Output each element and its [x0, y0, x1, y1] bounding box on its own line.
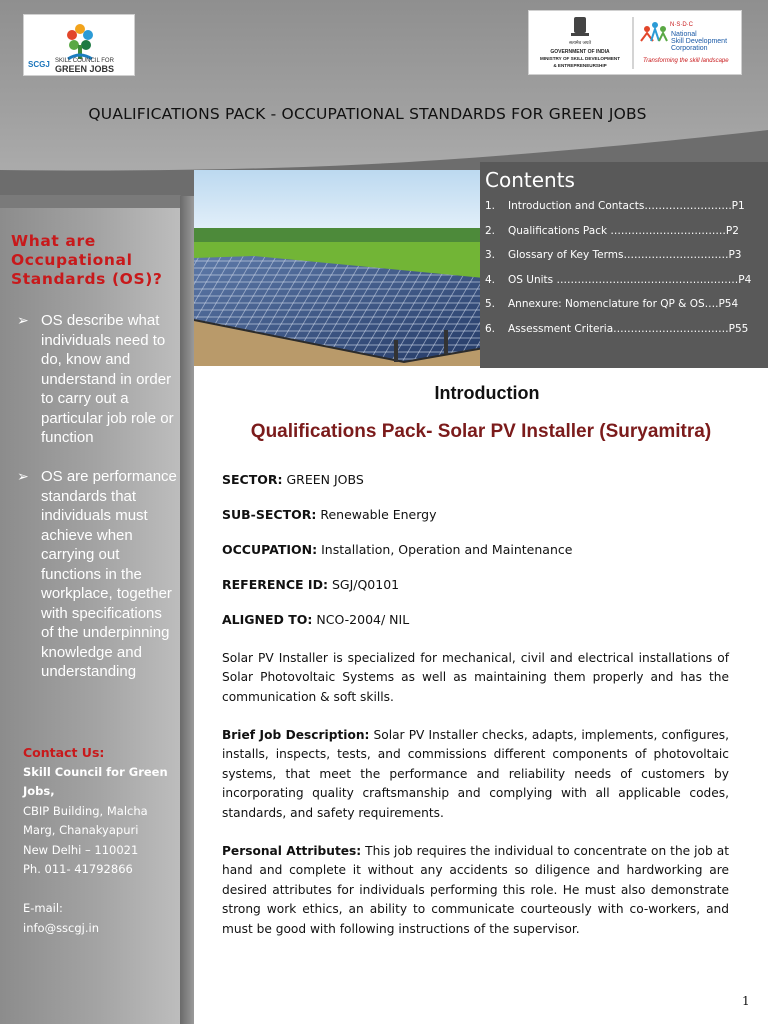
nsdc-abbr: N·S·D·C: [670, 22, 693, 28]
gov-line3: & ENTREPRENEURSHIP: [553, 63, 607, 68]
gov-line2: MINISTRY OF SKILL DEVELOPMENT: [539, 56, 621, 61]
scgj-abbr: SCGJ: [28, 60, 50, 69]
occupation-field: OCCUPATION: Installation, Operation and Maintenance: [222, 542, 573, 557]
aligned-to-field: ALIGNED TO: NCO-2004/ NIL: [222, 612, 410, 627]
sidebar-bullet: [17, 467, 177, 682]
personal-attributes: Personal Attributes: This job requires the individual to concentrate on the job at hand and complete it without any accidents so diligence and hardworking are desired attributes for individuals performing this role. He must also demonstrate strong work ethics, an ability to communicate courteously with co-workers, and must be good with following instructions of the supervisor.: [222, 844, 729, 936]
page-number: 1: [742, 994, 750, 1008]
nsdc-tagline: Transforming the skill landscape: [643, 58, 729, 64]
contact-address: CBIP Building, Malcha Marg, Chanakyapuri: [23, 803, 148, 837]
contents-title: Contents: [485, 168, 575, 192]
sub-sector-field: SUB-SECTOR: Renewable Energy: [222, 507, 437, 522]
sidebar-bullet-text: OS are performance standards that individuals must achieve when carrying out functions in the workplace, together with specifications of the underpinning knowledge and understanding: [41, 468, 177, 680]
contact-email-link[interactable]: info@sscgj.in: [23, 920, 100, 935]
arrow-bullet-icon: ➢: [17, 312, 29, 328]
scgj-tree-icon: [24, 15, 136, 77]
contents-panel: [480, 162, 768, 368]
contact-email-label: E-mail:: [23, 901, 63, 915]
toc-item[interactable]: 5. Annexure: Nomenclature for QP & OS….P54: [485, 298, 739, 310]
contact-org: Skill Council for Green Jobs,: [23, 764, 168, 798]
nsdc-people-icon: [641, 22, 667, 41]
document-title: QUALIFICATIONS PACK - OCCUPATIONAL STANDARDS FOR GREEN JOBS: [88, 105, 647, 123]
nsdc-line2: Skill Development: [671, 38, 728, 45]
arrow-bullet-icon: ➢: [17, 468, 29, 484]
scgj-line1: SKILL COUNCIL FOR: [55, 58, 114, 64]
sidebar-heading: What are Occupational Standards (OS)?: [11, 232, 163, 288]
scgj-logo: [23, 14, 135, 76]
nsdc-line3: Corporation: [671, 45, 708, 52]
sidebar-bullet-text: OS describe what individuals need to do, know and understand in order to carry out a particular job role or function: [41, 312, 174, 446]
sidebar-edge: [180, 196, 194, 1024]
reference-id-field: REFERENCE ID: SGJ/Q0101: [222, 577, 400, 592]
nsdc-line1: National: [671, 31, 697, 38]
contact-title: Contact Us:: [23, 745, 105, 760]
solar-panels-photo: [194, 170, 484, 366]
scgj-line2: GREEN JOBS: [55, 64, 115, 74]
ashoka-emblem-icon: [571, 17, 589, 36]
toc-item[interactable]: 2. Qualifications Pack ……………………………P2: [485, 224, 739, 237]
gov-line1: GOVERNMENT OF INDIA: [550, 49, 610, 55]
table-of-contents: [485, 200, 767, 347]
gov-nsdc-logo: [528, 10, 742, 75]
contact-phone: Ph. 011- 41792866: [23, 862, 133, 876]
contact-city: New Delhi – 110021: [23, 842, 139, 857]
emblem-caption: सत्यमेव जयते: [568, 41, 592, 46]
intro-heading: Introduction: [434, 383, 540, 403]
sector-field: SECTOR: GREEN JOBS: [222, 472, 364, 487]
toc-item[interactable]: 6. Assessment Criteria……………………………P55: [485, 322, 749, 335]
toc-item[interactable]: 4. OS Units …………………….………………………P4: [485, 273, 752, 286]
toc-item[interactable]: 3. Glossary of Key Terms…………………………P3: [485, 249, 742, 261]
brief-job-description: Brief Job Description: Solar PV Installer checks, adapts, implements, configures, installs, inspects, tests, and commissions different components of photovoltaic systems, that meet the performance and reliability needs of customers by incorporating quality craftsmanship and complying with all applicable codes, standards, and safety requirements.: [222, 728, 729, 820]
qualifications-pack-title: Qualifications Pack- Solar PV Installer (Suryamitra): [250, 421, 712, 442]
contact-block: [23, 743, 173, 938]
sidebar-bullet: [17, 311, 177, 448]
toc-item[interactable]: 1. Introduction and Contacts…………………….P1: [485, 200, 745, 212]
summary-paragraph: Solar PV Installer is specialized for mechanical, civil and electrical installations of Solar Photovoltaic Systems as well as maintaining them properly and has the communication & soft skills.: [222, 651, 729, 704]
